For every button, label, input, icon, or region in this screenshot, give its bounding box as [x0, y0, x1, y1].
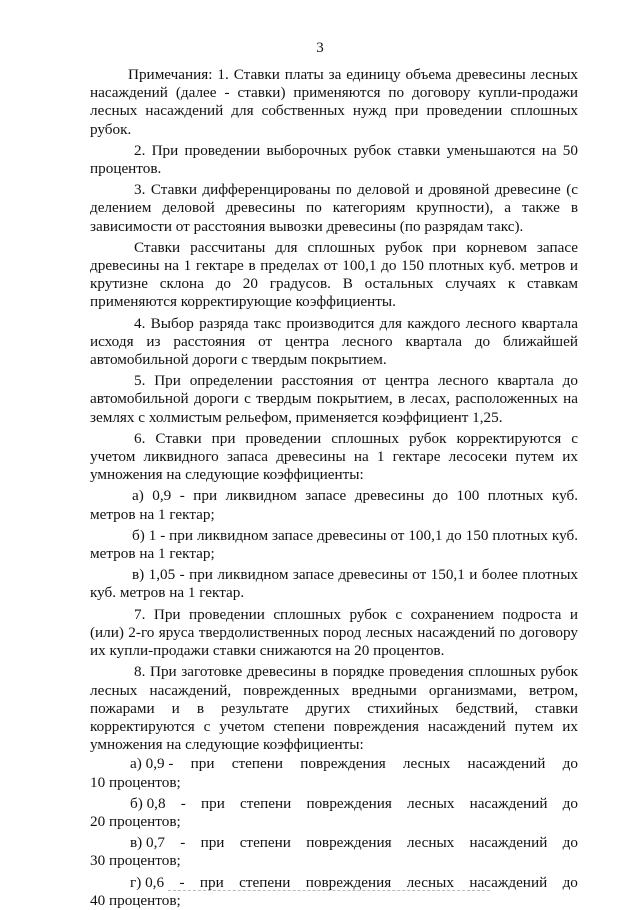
note-paragraph-5: 5. При определении расстояния от центра лесного квартала до автомобильной дороги с твердым покрытием, в лесах, расположенных на землях с холмистым рельефом, применяется коэффициент 1,25. — [90, 372, 578, 426]
coefficient-word: до — [562, 794, 578, 812]
coefficient-word: - — [179, 873, 185, 891]
note-paragraph-3: 3. Ставки дифференцированы по деловой и дровяной древесине (с делением деловой древесины по категориям крупности), а также в зависимости от расстояния вывозки древесины (по разрядам такс). — [90, 181, 578, 235]
note-paragraph-1: Примечания: 1. Ставки платы за единицу объема древесины лесных насаждений (далее - ставки) применяются по договору купли-продажи лесных насаждений для собственных нужд при проведении сплошных рубок. — [90, 66, 578, 138]
coefficient-word: лесных — [406, 873, 454, 891]
footer-divider — [168, 890, 490, 891]
coefficient-line — [90, 834, 578, 852]
coefficient-word: - — [180, 794, 186, 812]
coefficient-word: лесных — [406, 834, 455, 852]
coefficient-word: насаждений — [469, 794, 548, 812]
coefficient-word: до — [562, 873, 578, 891]
note-paragraph-3-rates: Ставки рассчитаны для сплошных рубок при корневом запасе древесины на 1 гектаре в пределах от 100,1 до 150 плотных куб. метров и крутизне склона до 20 градусов. В остальных случаях к ставкам применяются корректирующие коэффициенты. — [90, 238, 578, 311]
coefficient-word: при — [190, 755, 215, 773]
note-paragraph-6-item-a: а) 0,9 - при ликвидном запасе древесины до 100 плотных куб. метров на 1 гектар; — [90, 487, 578, 523]
coefficient-line — [90, 874, 578, 892]
coefficient-word: до — [562, 834, 578, 852]
note-paragraph-6-item-c: в) 1,05 - при ликвидном запасе древесины от 150,1 и более плотных куб. метров на 1 гектар. — [90, 566, 578, 602]
coefficient-line — [90, 755, 578, 773]
coefficient-item-b — [90, 795, 578, 831]
coefficient-word: - — [180, 834, 186, 852]
coefficient-word: степени — [231, 755, 284, 773]
coefficient-word: до — [562, 755, 578, 773]
coefficient-word: лесных — [407, 794, 455, 812]
coefficient-word: при — [199, 873, 224, 891]
coefficient-word: повреждения — [306, 794, 392, 812]
coefficient-word: степени — [239, 834, 291, 852]
coefficient-item-a — [90, 755, 578, 791]
coefficient-word: насаждений — [469, 873, 548, 891]
coefficient-continuation: 10 процентов; — [90, 773, 181, 791]
note-paragraph-6-item-b: б) 1 - при ликвидном запасе древесины от 100,1 до 150 плотных куб. метров на 1 гектар; — [90, 526, 578, 563]
note-paragraph-7: 7. При проведении сплошных рубок с сохранением подроста и (или) 2-го яруса твердолиственных пород лесных насаждений по договору их купли-продажи ставки снижаются на 20 процентов. — [90, 605, 578, 660]
note-paragraph-6: 6. Ставки при проведении сплошных рубок корректируются с учетом ликвидного запаса древесины на 1 гектаре лесосеки путем их умножения на следующие коэффициенты: — [90, 429, 578, 484]
coefficient-word: повреждения — [306, 834, 392, 852]
document-body — [90, 66, 578, 910]
coefficient-word: б) 0,8 — [130, 794, 166, 812]
coefficient-word: г) 0,6 — [130, 873, 165, 891]
coefficient-word: повреждения — [300, 755, 386, 773]
coefficient-word: а) 0,9 - — [130, 755, 174, 773]
coefficient-word: при — [200, 794, 225, 812]
page-number: 3 — [316, 40, 324, 56]
coefficient-line — [90, 795, 578, 813]
note-paragraph-2: 2. При проведении выборочных рубок ставки уменьшаются на 50 процентов. — [90, 141, 578, 178]
coefficient-word: при — [200, 834, 225, 852]
coefficient-word: лесных — [402, 755, 451, 773]
coefficient-item-c — [90, 834, 578, 870]
coefficient-word: степени — [240, 794, 292, 812]
coefficient-continuation: 40 процентов; — [90, 891, 181, 909]
coefficient-continuation: 20 процентов; — [90, 812, 181, 830]
coefficient-item-d — [90, 874, 578, 910]
coefficient-word: насаждений — [469, 834, 548, 852]
coefficient-word: насаждений — [467, 755, 546, 773]
coefficient-word: повреждения — [305, 873, 392, 891]
note-paragraph-8: 8. При заготовке древесины в порядке проведения сплошных рубок лесных насаждений, поврежденных вредными организмами, ветром, пожарами и в результате других стихийных бедствий, ставки корректируются с учетом степени повреждения насаждений путем их умножения на следующие коэффициенты: — [90, 663, 578, 754]
coefficient-continuation: 30 процентов; — [90, 852, 181, 870]
note-paragraph-4: 4. Выбор разряда такс производится для каждого лесного квартала исходя из расстояния от центра лесного квартала до ближайшей автомобильной дороги с твердым покрытием. — [90, 314, 578, 369]
coefficient-word: степени — [239, 873, 291, 891]
coefficient-word: в) 0,7 — [130, 834, 166, 852]
